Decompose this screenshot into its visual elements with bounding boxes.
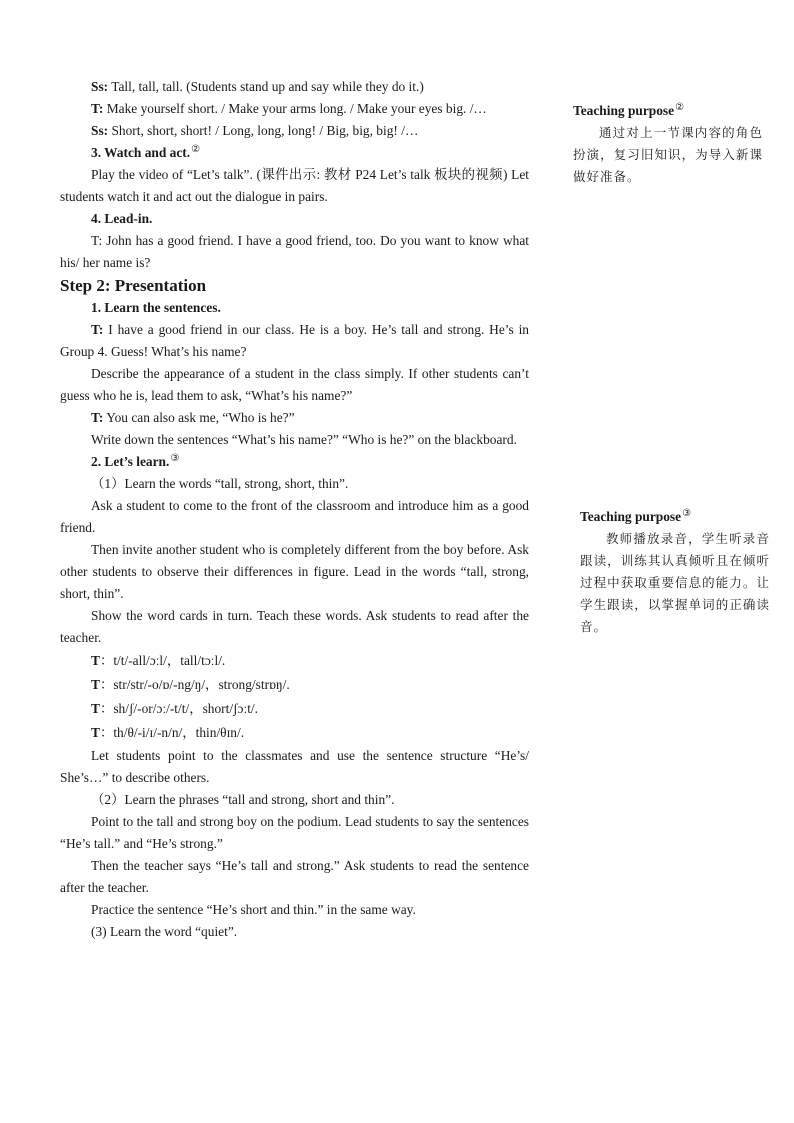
paragraph: Play the video of “Let’s talk”. (课件出示: 教材 P24 Let’s talk 板块的视频) Let students watch it and act out the dialogue in pairs. [60,167,529,204]
dialogue-text: Make yourself short. / Make your arms long. / Make your eyes big. /… [103,101,487,116]
paragraph: Ask a student to come to the front of the classroom and introduce him as a good friend. [60,498,529,535]
paragraph: Practice the sentence “He’s short and thin.” in the same way. [91,902,416,917]
paragraph: Show the word cards in turn. Teach these words. Ask students to read after the teacher. [60,608,529,645]
footnote-ref: ② [675,102,685,113]
dialogue-line [60,319,529,363]
subsection-heading: （2）Learn the phrases “tall and strong, short and thin”. [91,792,395,807]
section-heading-learn-sentences: 1. Learn the sentences. [91,300,221,315]
dialogue-text: Short, short, short! / Long, long, long! / Big, big, big! /… [108,123,419,138]
paragraph: Then invite another student who is completely different from the boy before. Ask other students to observe their differences in figure. Lead in the words “tall, strong, short, thin”. [60,542,529,601]
teaching-purpose-title: Teaching purpose③ [580,508,692,524]
dialogue-line [60,407,529,429]
speaker-label: T: [91,101,104,116]
paragraph: Describe the appearance of a student in the class simply. If other students can’t guess who he is, lead them to ask, “What’s his name?” [60,366,529,403]
dialogue-line [60,120,529,142]
paragraph: T: John has a good friend. I have a good friend, too. Do you want to know what his/ her name is? [60,233,529,270]
speaker-label: T: [91,410,104,425]
teaching-purpose-text: 教师播放录音，学生听录音跟读，训练其认真倾听且在倾听过程中获取重要信息的能力。让学生跟读，以掌握单词的正确读音。 [580,532,770,634]
teaching-purpose-title: Teaching purpose② [573,102,685,118]
phonics-text: ：str/str/-o/ɒ/-ng/ŋ/，strong/strɒŋ/. [99,677,290,692]
subsection-heading: （1）Learn the words “tall, strong, short, thin”. [91,476,349,491]
phonics-line [60,673,529,697]
lesson-plan-main [60,76,529,943]
dialogue-text: You can also ask me, “Who is he?” [103,410,295,425]
section-heading-watch: 3. Watch and act.② [91,144,201,160]
paragraph: Then the teacher says “He’s tall and strong.” Ask students to read the sentence after the teacher. [60,858,529,895]
dialogue-text: I have a good friend in our class. He is a boy. He’s tall and strong. He’s in Group 4. Guess! What’s his name? [60,322,529,359]
section-heading-leadin: 4. Lead-in. [91,211,153,226]
speaker-label: Ss: [91,123,109,138]
footnote-ref: ③ [170,453,180,464]
teaching-purpose-note [580,506,770,638]
dialogue-text: Tall, tall, tall. (Students stand up and say while they do it.) [108,79,424,94]
phonics-text: ：sh/ʃ/-or/ɔː/-t/t/，short/ʃɔːt/. [99,701,258,716]
teaching-purpose-note [573,100,763,188]
phonics-text: ：th/θ/-i/ɪ/-n/n/，thin/θɪn/. [99,725,245,740]
subsection-heading: (3) Learn the word “quiet”. [91,924,238,939]
speaker-label: T [91,701,100,716]
phonics-line [60,721,529,745]
footnote-ref: ③ [682,508,692,519]
dialogue-line [60,98,529,120]
dialogue-line [60,76,529,98]
section-heading-lets-learn: 2. Let’s learn.③ [91,453,180,469]
speaker-label: T [91,725,100,740]
step-title: Step 2: Presentation [60,276,207,295]
footnote-ref: ② [191,144,201,155]
paragraph: Write down the sentences “What’s his name?” “Who is he?” on the blackboard. [91,432,517,447]
paragraph: Let students point to the classmates and use the sentence structure “He’s/ She’s…” to describe others. [60,748,529,785]
phonics-text: ：t/t/-all/ɔːl/，tall/tɔːl/. [99,653,226,668]
phonics-line [60,649,529,673]
speaker-label: T: [91,322,104,337]
paragraph: Point to the tall and strong boy on the podium. Lead students to say the sentences “He’s tall.” and “He’s strong.” [60,814,529,851]
teaching-purpose-text: 通过对上一节课内容的角色扮演，复习旧知识，为导入新课做好准备。 [573,126,763,184]
speaker-label: T [91,677,100,692]
speaker-label: T [91,653,100,668]
speaker-label: Ss: [91,79,109,94]
phonics-line [60,697,529,721]
